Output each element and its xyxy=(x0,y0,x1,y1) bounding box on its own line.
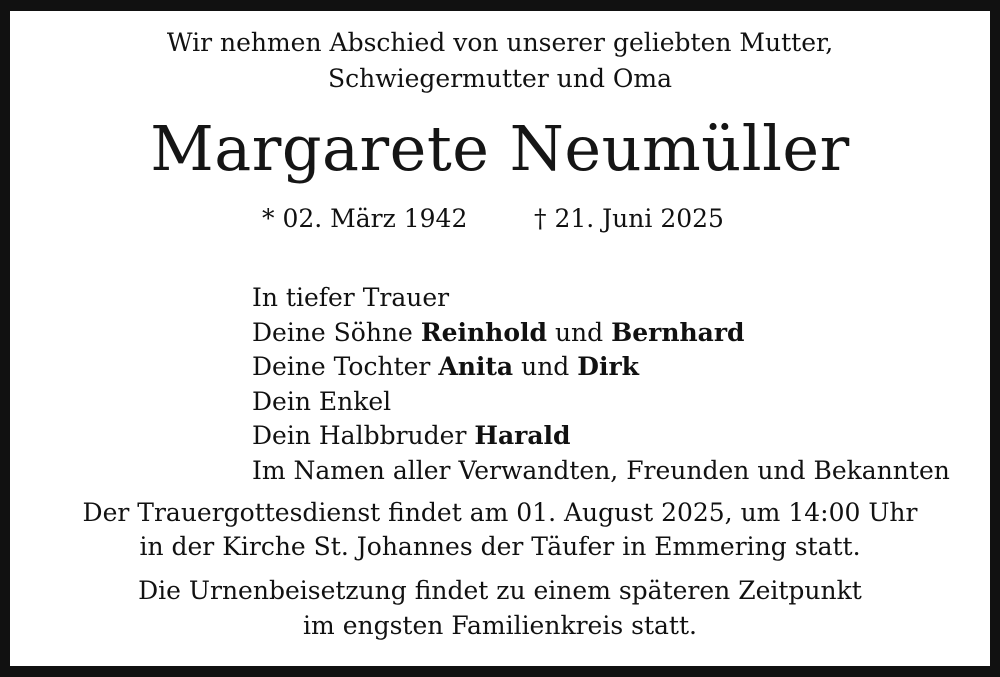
mourners-grandchild: Dein Enkel xyxy=(252,386,392,416)
intro-line-1: Wir nehmen Abschied von unserer geliebten Mutter, xyxy=(166,28,834,57)
halfbrother-prefix: Dein Halbbruder xyxy=(252,421,467,450)
intro-line-2: Schwiegermutter und Oma xyxy=(327,64,673,93)
burial-line-1: Die Urnenbeisetzung findet zu einem späteren Zeitpunkt xyxy=(138,576,862,605)
sons-prefix: Deine Söhne xyxy=(252,317,413,347)
daughter-and: und xyxy=(521,352,570,381)
deceased-name: Margarete Neumüller xyxy=(150,112,850,185)
death-date: † 21. Juni 2025 xyxy=(534,204,724,233)
mourners-daughter xyxy=(252,350,950,385)
mourners-intro: In tiefer Trauer xyxy=(252,283,450,312)
service-line-2: in der Kirche St. Johannes der Täufer in Emmering statt. xyxy=(139,532,861,561)
daughter-name: Anita xyxy=(438,352,514,381)
son-name-1: Reinhold xyxy=(420,317,547,347)
son-name-2: Bernhard xyxy=(611,317,745,347)
sons-and: und xyxy=(554,317,604,347)
halfbrother-name: Harald xyxy=(474,421,571,450)
mourners-others: Im Namen aller Verwandten, Freunden und Bekannten xyxy=(252,455,950,485)
daughter-prefix: Deine Tochter xyxy=(252,352,431,381)
mourners-halfbrother xyxy=(252,419,950,454)
birth-date: * 02. März 1942 xyxy=(262,204,468,233)
mourners-list xyxy=(252,281,950,488)
service-line-1: Der Trauergottesdienst findet am 01. August 2025, um 14:00 Uhr xyxy=(82,498,918,527)
mourners-sons xyxy=(252,316,950,351)
partner-name: Dirk xyxy=(577,352,639,381)
burial-line-2: im engsten Familienkreis statt. xyxy=(303,611,697,640)
